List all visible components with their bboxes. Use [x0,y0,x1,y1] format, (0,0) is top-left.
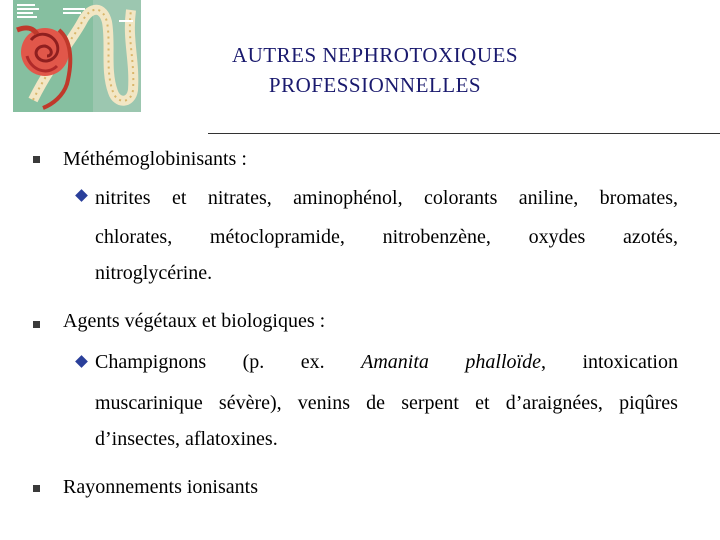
word: (p. [242,351,265,373]
diamond-bullet-icon [75,355,88,368]
word: piqûres [619,392,678,414]
word: nitrites [95,187,151,209]
square-bullet-icon [33,321,40,328]
word: d’insectes, aflatoxines. [95,428,278,450]
word: nitrobenzène, [382,226,491,248]
word: Champignons [95,351,207,373]
list-item-line [95,427,678,451]
section-heading-agents-vegetaux: Agents végétaux et biologiques : [63,310,326,332]
list-item-line [95,391,678,415]
word: azotés, [622,226,678,248]
word: venins [297,392,351,414]
section-heading-rayonnements: Rayonnements ionisants [63,476,258,498]
list-item-line [95,261,678,285]
word: colorants [424,187,498,209]
word: ex. [300,351,325,373]
comma: , [540,351,546,373]
word: aniline, [518,187,579,209]
word [465,350,546,374]
word: bromates, [599,187,678,209]
word: sévère), [218,392,282,414]
slide-title-line-2: PROFESSIONNELLES [268,73,482,97]
word: métoclopramide, [209,226,345,248]
word: intoxication [582,351,678,373]
word: nitroglycérine. [95,262,213,284]
square-bullet-icon [33,156,40,163]
word: d’araignées, [505,392,603,414]
italic-word: phalloïde [465,351,541,373]
word: muscarinique [95,392,203,414]
word: nitrates, [207,187,272,209]
word: chlorates, [95,226,173,248]
word: aminophénol, [293,187,403,209]
nephron-illustration [13,0,141,112]
list-item-line [95,186,678,210]
italic-word: Amanita [361,351,429,373]
word [361,350,429,374]
list-item-line [95,225,678,249]
list-item-line [95,350,678,374]
diamond-bullet-icon [75,189,88,202]
word: de [366,392,386,414]
square-bullet-icon [33,485,40,492]
word: et [171,187,187,209]
title-divider [208,133,720,134]
slide-title-line-1: AUTRES NEPHROTOXIQUES [231,43,519,67]
word: oxydes [528,226,586,248]
slide-title [140,40,610,100]
word: serpent [401,392,459,414]
word: et [475,392,490,414]
section-heading-methemoglobinisants: Méthémoglobinisants : [63,148,247,170]
